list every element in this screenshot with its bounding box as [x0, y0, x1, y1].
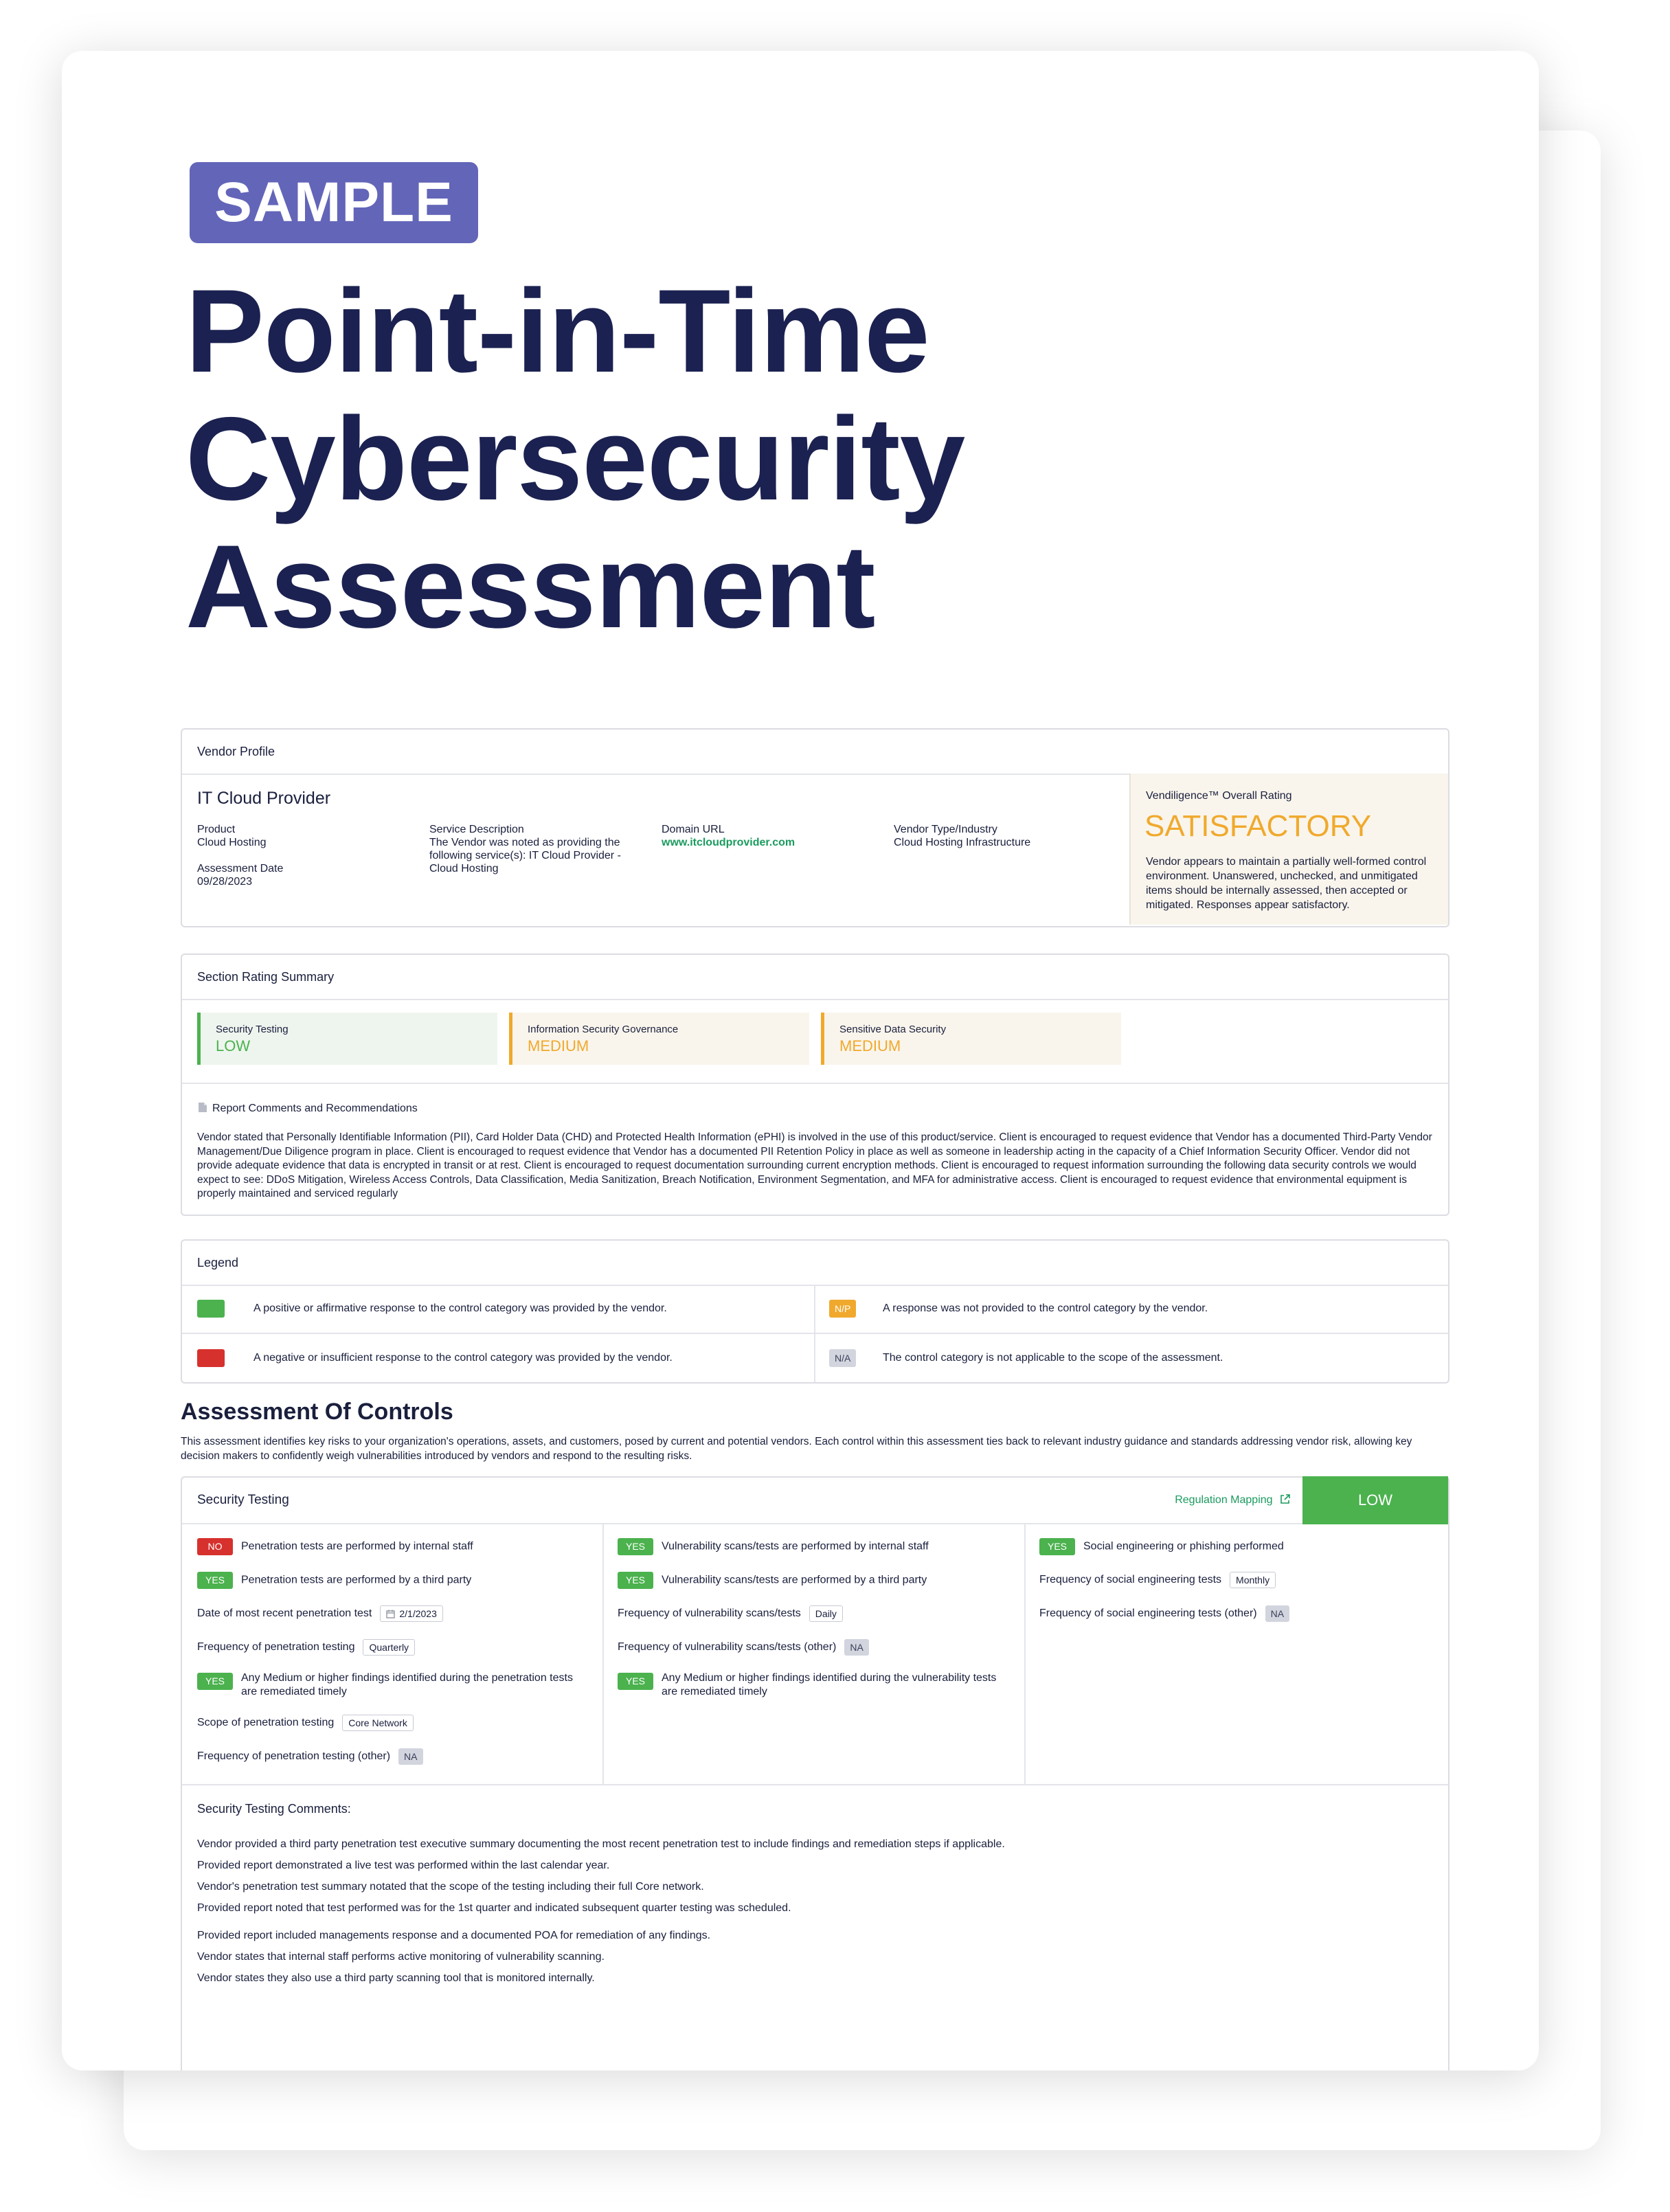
legend-header: Legend [182, 1241, 1448, 1286]
section-box-sensitive-data-security[interactable] [821, 1013, 1121, 1065]
calendar-icon [386, 1610, 395, 1618]
overall-rating-description: Vendor appears to maintain a partially well-formed control environment. Unanswered, unchecked, and unmitigated items should be internally assessed, then accepted or mitigated. Responses appear satisfactory. [1146, 856, 1427, 911]
penetration-testing-column [182, 1523, 602, 1784]
section-rating: MEDIUM [528, 1037, 589, 1054]
na-description: The control category is not applicable to the scope of the assessment. [883, 1352, 1223, 1364]
legend-card [181, 1239, 1449, 1384]
domain-link[interactable]: www.itcloudprovider.com [662, 837, 795, 848]
security-testing-card [181, 1476, 1449, 2070]
control-item [618, 1572, 927, 1589]
yes-badge: YES [618, 1572, 653, 1589]
comment-line: Provided report demonstrated a live test was performed within the last calendar year. [197, 1860, 610, 1871]
overall-rating-label: Vendiligence™ Overall Rating [1146, 790, 1292, 802]
vendor-profile-header: Vendor Profile [182, 730, 1448, 775]
domain-block [662, 823, 881, 849]
control-item [618, 1639, 869, 1656]
divider [182, 1083, 1448, 1084]
control-item [197, 1715, 414, 1731]
control-item [1039, 1572, 1276, 1588]
np-tag: N/P [829, 1300, 856, 1318]
comment-line: Vendor states they also use a third party scanning tool that is monitored internally. [197, 1972, 595, 1984]
security-testing-rating: LOW [1302, 1476, 1448, 1524]
control-label: Frequency of vulnerability scans/tests [618, 1607, 801, 1620]
value-box: Quarterly [363, 1639, 415, 1656]
page-title [185, 267, 964, 651]
external-link-icon [1280, 1494, 1290, 1504]
product-block [197, 823, 417, 888]
np-description: A response was not provided to the control category by the vendor. [883, 1302, 1208, 1314]
no-badge: NO [197, 1538, 233, 1555]
title-line-1: Point-in-Time [185, 265, 929, 397]
security-testing-comments-title: Security Testing Comments: [197, 1802, 351, 1816]
value-box: Core Network [342, 1715, 414, 1731]
assessment-date-label: Assessment Date [197, 863, 284, 874]
legend-row [182, 1285, 1448, 1334]
vendor-type-block [894, 823, 1114, 849]
yes-badge: YES [1039, 1538, 1075, 1555]
positive-swatch [197, 1300, 225, 1318]
control-label: Frequency of social engineering tests (other) [1039, 1607, 1257, 1620]
security-testing-title: Security Testing [197, 1493, 289, 1507]
control-item [197, 1671, 589, 1699]
control-item [197, 1748, 423, 1765]
overall-rating-value: SATISFACTORY [1144, 809, 1372, 843]
positive-description: A positive or affirmative response to the control category was provided by the vendor. [253, 1302, 667, 1314]
regulation-mapping-label: Regulation Mapping [1175, 1494, 1273, 1506]
section-rating-summary-card [181, 953, 1449, 1216]
assessment-date-value: 09/28/2023 [197, 876, 253, 888]
report-page [62, 51, 1539, 2070]
na-tag: N/A [829, 1349, 856, 1367]
control-item [618, 1538, 929, 1555]
service-label: Service Description [429, 824, 524, 835]
section-rating: LOW [216, 1037, 251, 1054]
control-label: Frequency of vulnerability scans/tests (other) [618, 1641, 837, 1654]
control-item [1039, 1538, 1284, 1555]
negative-swatch [197, 1349, 225, 1367]
value-box: Monthly [1230, 1572, 1276, 1588]
assessment-intro: This assessment identifies key risks to your organization's operations, assets, and customers, posed by current and potential vendors. Each control within this assessment ties back to relevant industry guidance and standards addressing vendor risk, allowing key decision makers to confidently weigh vulnerabilities introduced by vendors and respond to the resulting risks. [181, 1436, 1412, 1462]
sample-badge: SAMPLE [190, 162, 478, 243]
section-summary-header: Section Rating Summary [182, 955, 1448, 1000]
control-item [618, 1671, 1009, 1699]
negative-description: A negative or insufficient response to the control category was provided by the vendor. [253, 1352, 673, 1364]
domain-label: Domain URL [662, 824, 725, 835]
control-label: Scope of penetration testing [197, 1717, 335, 1729]
assessment-title: Assessment Of Controls [181, 1399, 453, 1425]
product-value: Cloud Hosting [197, 837, 267, 848]
control-label: Frequency of penetration testing (other) [197, 1750, 391, 1763]
control-label: Date of most recent penetration test [197, 1607, 372, 1620]
comment-line: Vendor provided a third party penetration test executive summary documenting the most recent penetration test to include findings and remediation steps if applicable. [197, 1838, 1005, 1850]
yes-badge: YES [197, 1673, 233, 1690]
vendor-type-label: Vendor Type/Industry [894, 824, 997, 835]
control-label: Frequency of penetration testing [197, 1641, 355, 1654]
na-value: NA [398, 1748, 422, 1765]
control-text: Vulnerability scans/tests are performed by internal staff [662, 1540, 929, 1553]
control-item [618, 1605, 843, 1622]
security-testing-header [182, 1478, 1448, 1524]
control-item [197, 1572, 471, 1589]
control-text: Any Medium or higher findings identified during the penetration tests are remediated timely [241, 1672, 573, 1697]
date-value: 2/1/2023 [399, 1608, 437, 1619]
control-item [197, 1639, 415, 1656]
section-box-information-security-governance[interactable] [509, 1013, 809, 1065]
document-icon [197, 1102, 208, 1113]
section-rating: MEDIUM [839, 1037, 901, 1054]
report-comments-label: Report Comments and Recommendations [212, 1103, 418, 1114]
section-box-security-testing[interactable] [197, 1013, 497, 1065]
na-value: NA [1265, 1605, 1289, 1622]
control-item [197, 1538, 473, 1555]
value-box: Daily [809, 1605, 843, 1622]
vulnerability-testing-column [602, 1523, 1024, 1784]
control-item [197, 1605, 443, 1622]
report-comments-title [197, 1102, 418, 1115]
title-line-3: Assessment [185, 521, 875, 653]
service-block [429, 823, 635, 875]
control-text: Any Medium or higher findings identified during the vulnerability tests are remediated timely [662, 1672, 997, 1697]
vendor-profile-card [181, 728, 1449, 927]
section-label: Security Testing [216, 1024, 289, 1035]
vendor-type-value: Cloud Hosting Infrastructure [894, 837, 1031, 848]
overall-rating-panel [1129, 774, 1448, 925]
regulation-mapping-link[interactable] [1175, 1478, 1290, 1523]
yes-badge: YES [618, 1673, 653, 1690]
na-value: NA [844, 1639, 868, 1656]
control-label: Frequency of social engineering tests [1039, 1574, 1222, 1586]
yes-badge: YES [618, 1538, 653, 1555]
product-label: Product [197, 824, 236, 835]
section-label: Sensitive Data Security [839, 1024, 947, 1035]
service-value: The Vendor was noted as providing the following service(s): IT Cloud Provider - Cloud Hosting [429, 837, 621, 874]
title-line-2: Cybersecurity [185, 393, 965, 525]
control-text: Penetration tests are performed by internal staff [241, 1540, 473, 1553]
divider [182, 1784, 1448, 1785]
comment-line: Provided report included managements response and a documented POA for remediation of any findings. [197, 1930, 711, 1941]
comment-line: Vendor states that internal staff performs active monitoring of vulnerability scanning. [197, 1951, 605, 1963]
comment-line: Provided report noted that test performed was for the 1st quarter and indicated subsequent quarter testing was scheduled. [197, 1902, 791, 1914]
social-engineering-column [1024, 1523, 1446, 1784]
section-label: Information Security Governance [528, 1024, 679, 1035]
bottom-fade [182, 2000, 1448, 2070]
vendor-name: IT Cloud Provider [197, 789, 331, 808]
comment-line: Vendor's penetration test summary notated that the scope of the testing including their full Core network. [197, 1881, 704, 1893]
report-comments-text: Vendor stated that Personally Identifiable Information (PII), Card Holder Data (CHD) and Protected Health Information (ePHI) is involved in the use of this product/service. Client is encouraged to request evidence that Vendor has a documented Third-Party Vendor Management/Due Diligence program in place. Client is encouraged to request evidence that Vendor has a documented PII Retention Policy in place as well as someone in leadership acting in the capacity of a Chief Information Security Officer. Vendor did not provide adequate evidence that data is encrypted in transit or at rest. Client is encouraged to request documentation surrounding current encryption methods. Client is encouraged to request information surrounding the following data security controls we would expect to see: DDoS Mitigation, Wireless Access Controls, Data Classification, Media Sanitization, Breach Notification, Environment Segmentation, and MFA for administrative access. Client is encouraged to request evidence that environmental equipment is properly maintained and serviced regularly [197, 1131, 1432, 1199]
control-text: Vulnerability scans/tests are performed by a third party [662, 1574, 927, 1586]
control-item [1039, 1605, 1289, 1622]
yes-badge: YES [197, 1572, 233, 1589]
control-text: Social engineering or phishing performed [1083, 1540, 1284, 1553]
legend-row [182, 1334, 1448, 1382]
control-text: Penetration tests are performed by a third party [241, 1574, 472, 1586]
date-value-box [380, 1605, 443, 1622]
